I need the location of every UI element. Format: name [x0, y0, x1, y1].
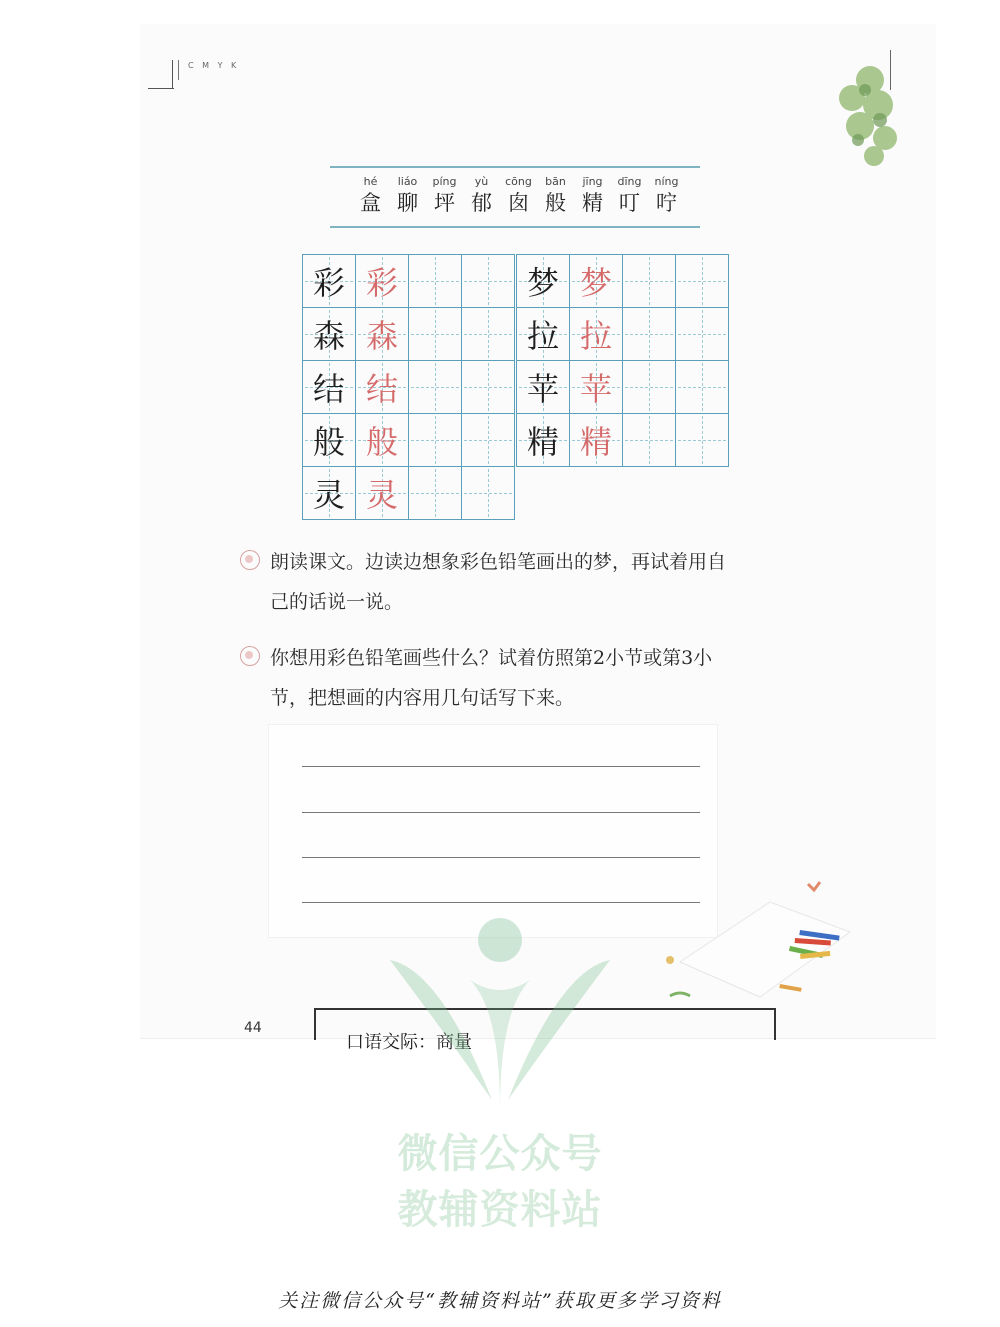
watermark-logo-icon	[380, 910, 620, 1110]
trace-character: 梦	[579, 264, 612, 302]
pinyin: liáo	[397, 175, 418, 188]
practice-cell[interactable]	[408, 413, 462, 467]
hanzi: 坪	[434, 191, 455, 215]
practice-cell[interactable]	[408, 254, 462, 308]
trace-character: 拉	[579, 317, 612, 355]
model-character-cell	[516, 254, 570, 308]
trace-character-cell	[355, 254, 409, 308]
model-character-cell	[516, 413, 570, 467]
writing-line[interactable]	[302, 902, 700, 903]
trace-character-cell	[569, 254, 623, 308]
task-1-line-1: 朗读课文。边读边想象彩色铅笔画出的梦，再试着用自	[270, 551, 727, 573]
hanzi: 郁	[471, 191, 492, 215]
grid-row	[302, 360, 518, 413]
new-character	[463, 174, 500, 216]
task-bullet-icon	[240, 646, 260, 666]
hanzi: 聊	[397, 191, 418, 215]
new-character	[648, 174, 685, 216]
hanzi: 叮	[619, 191, 640, 215]
pinyin: dīng	[617, 175, 642, 188]
hanzi: 盒	[360, 191, 381, 215]
task-bullet-icon	[240, 550, 260, 570]
hanzi: 咛	[656, 191, 677, 215]
model-character: 森	[312, 317, 345, 355]
model-character: 拉	[526, 317, 559, 355]
pinyin: hé	[363, 175, 378, 188]
model-character-cell	[302, 466, 356, 520]
pinyin: yù	[474, 175, 489, 188]
model-character-cell	[302, 413, 356, 467]
grid-row	[516, 360, 732, 413]
trace-character: 精	[579, 423, 612, 461]
trace-character: 苹	[579, 370, 612, 408]
model-character: 精	[526, 423, 559, 461]
task-2-line-2: 节，把想画的内容用几句话写下来。	[270, 687, 575, 709]
new-character	[426, 174, 463, 216]
page-number: 44	[244, 1020, 262, 1036]
task-2	[240, 638, 810, 718]
trace-character-cell	[569, 413, 623, 467]
new-character	[352, 174, 389, 216]
new-character	[574, 174, 611, 216]
writing-line[interactable]	[302, 766, 700, 767]
task-1-line-2: 己的话说一说。	[270, 591, 404, 613]
grid-row	[302, 254, 518, 307]
trace-character: 结	[365, 370, 398, 408]
trace-character: 般	[365, 423, 398, 461]
writing-grid-left	[302, 254, 518, 519]
colored-pencils-illustration	[650, 872, 860, 1002]
trace-character-cell	[569, 360, 623, 414]
model-character: 彩	[312, 264, 345, 302]
trace-character-cell	[355, 413, 409, 467]
trace-character-cell	[355, 360, 409, 414]
practice-cell[interactable]	[622, 307, 676, 361]
trace-character-cell	[355, 307, 409, 361]
practice-cell[interactable]	[408, 307, 462, 361]
pinyin: jīng	[582, 175, 603, 188]
next-section-title: 口语交际：商量	[346, 1032, 472, 1053]
grid-row	[516, 413, 732, 466]
hanzi: 囱	[508, 191, 529, 215]
hanzi: 般	[545, 191, 566, 215]
trace-character: 森	[365, 317, 398, 355]
practice-cell[interactable]	[675, 307, 729, 361]
writing-line[interactable]	[302, 857, 700, 858]
grid-row	[302, 307, 518, 360]
registration-mark	[148, 52, 258, 92]
practice-cell[interactable]	[622, 413, 676, 467]
model-character: 灵	[312, 476, 345, 514]
grid-row	[516, 254, 732, 307]
model-character-cell	[302, 307, 356, 361]
watermark-line-2: 教辅资料站	[397, 1187, 603, 1233]
practice-cell[interactable]	[622, 360, 676, 414]
new-character	[537, 174, 574, 216]
grid-row	[302, 413, 518, 466]
model-character-cell	[302, 254, 356, 308]
model-character: 苹	[526, 370, 559, 408]
model-character: 般	[312, 423, 345, 461]
writing-line[interactable]	[302, 812, 700, 813]
trace-character-cell	[569, 307, 623, 361]
grid-row	[302, 466, 518, 519]
pinyin: cōng	[505, 175, 532, 188]
new-character	[611, 174, 648, 216]
leaf-illustration	[830, 60, 900, 170]
practice-cell[interactable]	[675, 413, 729, 467]
practice-cell[interactable]	[622, 254, 676, 308]
model-character-cell	[302, 360, 356, 414]
model-character: 结	[312, 370, 345, 408]
task-1	[240, 542, 810, 622]
practice-cell[interactable]	[408, 466, 462, 520]
grid-row	[516, 307, 732, 360]
hanzi: 精	[582, 191, 603, 215]
practice-cell[interactable]	[461, 466, 515, 520]
trace-character: 彩	[365, 264, 398, 302]
trace-character: 灵	[365, 476, 398, 514]
practice-cell[interactable]	[461, 360, 515, 414]
pinyin: bān	[545, 175, 566, 188]
new-character	[500, 174, 537, 216]
pinyin: píng	[432, 175, 457, 188]
practice-cell[interactable]	[675, 360, 729, 414]
cmyk-label: C M Y K	[188, 61, 240, 70]
practice-cell[interactable]	[461, 307, 515, 361]
model-character-cell	[516, 360, 570, 414]
practice-cell[interactable]	[675, 254, 729, 308]
writing-grid-right	[516, 254, 732, 466]
new-character	[389, 174, 426, 216]
practice-cell[interactable]	[461, 254, 515, 308]
trace-character-cell	[355, 466, 409, 520]
model-character: 梦	[526, 264, 559, 302]
practice-cell[interactable]	[461, 413, 515, 467]
watermark-line-1: 微信公众号	[397, 1131, 603, 1177]
practice-cell[interactable]	[408, 360, 462, 414]
watermark	[380, 910, 620, 1250]
task-2-line-1: 你想用彩色铅笔画些什么？试着仿照第2小节或第3小	[270, 647, 713, 669]
new-characters-box	[330, 166, 700, 228]
model-character-cell	[516, 307, 570, 361]
footer-note: 关注微信公众号“教辅资料站”获取更多学习资料	[278, 1290, 722, 1312]
pinyin: níng	[654, 175, 679, 188]
